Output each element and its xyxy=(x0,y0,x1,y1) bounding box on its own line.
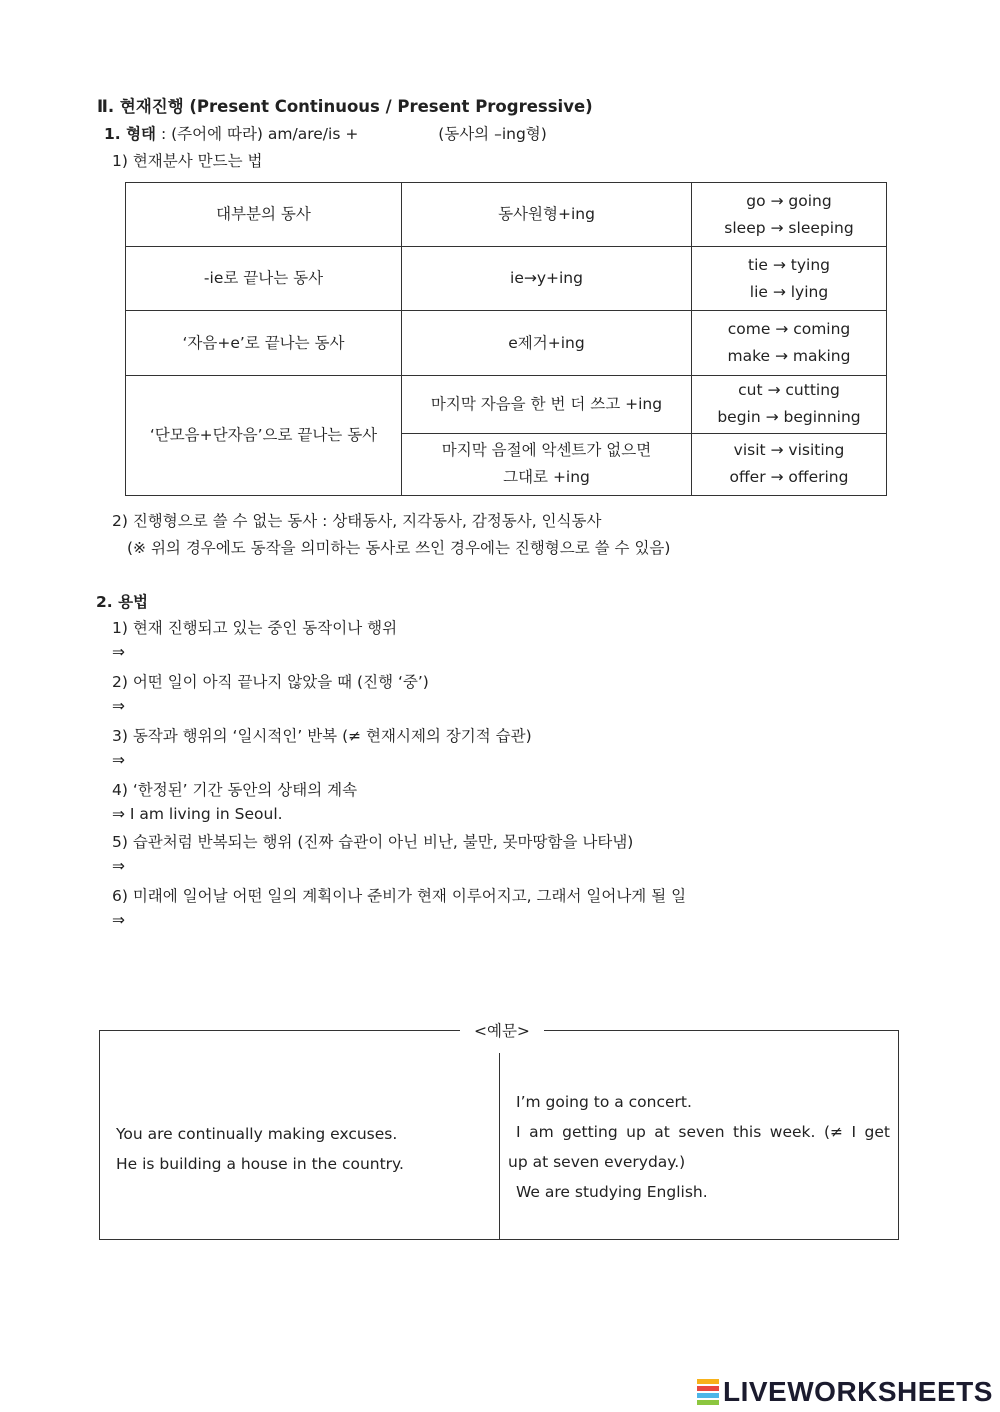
form-text-after: (동사의 –ing형) xyxy=(438,125,547,143)
table-row xyxy=(126,183,887,247)
example-pair: come → coming xyxy=(727,320,851,338)
rule-line: 마지막 음절에 악센트가 없으면 xyxy=(441,441,652,460)
table-cell-examples xyxy=(692,375,887,433)
table-cell-examples xyxy=(692,311,887,375)
table-cell-rule: e제거+ing xyxy=(402,311,692,375)
example-pair: offer → offering xyxy=(729,468,849,487)
section-title: Ⅱ. 현재진행 (Present Continuous / Present Progressive) xyxy=(97,97,593,116)
usage-item: 1) 현재 진행되고 있는 중인 동작이나 행위 xyxy=(112,619,398,637)
usage-answer[interactable]: ⇒ xyxy=(112,751,125,769)
usage-item: 5) 습관처럼 반복되는 행위 (진짜 습관이 아닌 비난, 불만, 못마땅함을 나타냄) xyxy=(112,833,634,851)
table-cell-rule xyxy=(402,433,692,495)
usage-item: 6) 미래에 일어날 어떤 일의 계획이나 준비가 현재 이루어지고, 그래서 일어나게 될 일 xyxy=(112,887,687,905)
usage-item: 3) 동작과 행위의 ‘일시적인’ 반복 (≠ 현재시제의 장기적 습관) xyxy=(112,727,532,745)
table-cell-examples xyxy=(692,433,887,495)
usage-answer[interactable]: ⇒ xyxy=(112,643,125,661)
example-sentence: up at seven everyday.) xyxy=(508,1153,686,1171)
example-right-column xyxy=(508,1087,890,1207)
example-box-title: <예문> xyxy=(460,1019,544,1041)
example-pair: begin → beginning xyxy=(717,408,861,427)
example-pair: make → making xyxy=(727,347,851,365)
table-cell-category: 대부분의 동사 xyxy=(126,183,402,247)
present-participle-table xyxy=(125,182,887,496)
logo-text: LIVEWORKSHEETS xyxy=(723,1376,993,1407)
usage-item: 4) ‘한정된’ 기간 동안의 상태의 계속 xyxy=(112,781,358,799)
table-cell-category: -ie로 끝나는 동사 xyxy=(126,247,402,311)
usage-answer[interactable]: ⇒ xyxy=(112,857,125,875)
rule-line: 그대로 +ing xyxy=(503,468,590,487)
table-cell-rule: 마지막 자음을 한 번 더 쓰고 +ing xyxy=(402,375,692,433)
table-cell-rule: 동사원형+ing xyxy=(402,183,692,247)
liveworksheets-logo xyxy=(697,1372,993,1412)
example-sentence: You are continually making excuses. xyxy=(116,1125,398,1143)
example-pair: visit → visiting xyxy=(733,441,845,460)
example-left-column xyxy=(116,1119,404,1179)
usage-answer[interactable]: ⇒ xyxy=(112,911,125,929)
example-divider xyxy=(499,1053,500,1239)
table-row xyxy=(126,311,887,375)
example-sentence: We are studying English. xyxy=(516,1183,708,1201)
example-sentence: I’m going to a concert. xyxy=(516,1093,692,1111)
table-cell-rule: ie→y+ing xyxy=(402,247,692,311)
table-row xyxy=(126,375,887,433)
example-pair: lie → lying xyxy=(749,282,829,301)
example-pair: sleep → sleeping xyxy=(724,218,854,237)
example-sentence: He is building a house in the country. xyxy=(116,1155,404,1173)
note-line: (※ 위의 경우에도 동작을 의미하는 동사로 쓰인 경우에는 진행형으로 쓸 수 있음) xyxy=(127,539,671,557)
form-sub-heading: 1) 현재분사 만드는 법 xyxy=(112,152,263,170)
form-line xyxy=(104,122,547,146)
form-label: 1. 형태 xyxy=(104,125,157,143)
example-sentence: I am getting up at seven this week. (≠ I get xyxy=(516,1123,890,1141)
table-row xyxy=(126,247,887,311)
table-cell-examples xyxy=(692,247,887,311)
example-box xyxy=(99,1030,899,1240)
form-blank-input[interactable] xyxy=(363,124,433,146)
liveworksheets-logo-icon xyxy=(697,1378,719,1406)
table-cell-category: ‘자음+e’로 끝나는 동사 xyxy=(126,311,402,375)
table-cell-category: ‘단모음+단자음’으로 끝나는 동사 xyxy=(126,375,402,495)
example-pair: tie → tying xyxy=(748,255,830,274)
usage-answer[interactable]: ⇒ xyxy=(112,697,125,715)
usage-item: 2) 어떤 일이 아직 끝나지 않았을 때 (진행 ‘중’) xyxy=(112,673,429,691)
example-pair: cut → cutting xyxy=(738,381,840,400)
usage-answer[interactable]: ⇒ I am living in Seoul. xyxy=(112,805,283,823)
usage-title: 2. 용법 xyxy=(96,593,149,611)
table-cell-examples xyxy=(692,183,887,247)
example-pair: go → going xyxy=(746,191,832,210)
note-line: 2) 진행형으로 쓸 수 없는 동사 : 상태동사, 지각동사, 감정동사, 인식동사 xyxy=(112,512,602,530)
form-text-before: : (주어에 따라) am/are/is + xyxy=(156,125,359,143)
